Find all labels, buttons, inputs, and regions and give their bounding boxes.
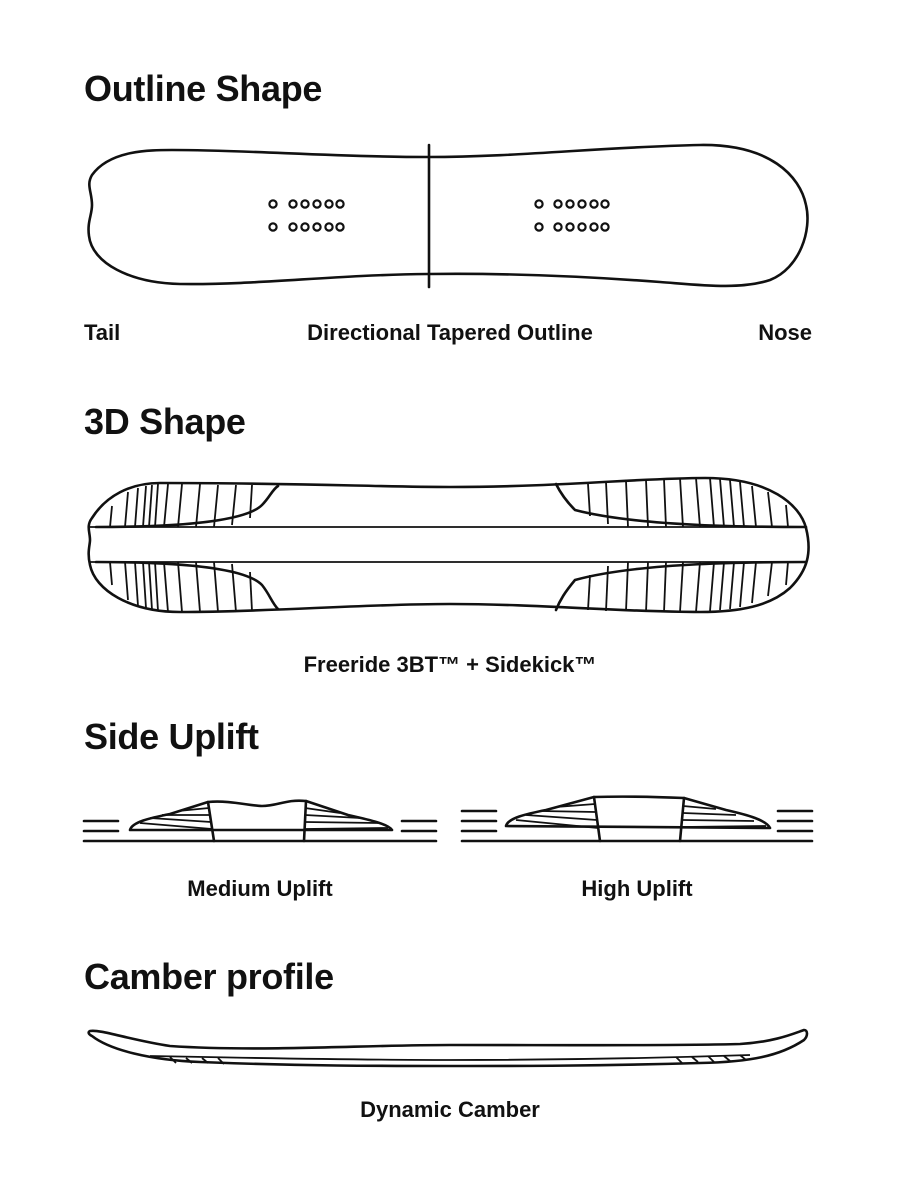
camber-diagram [89,1030,807,1066]
medium-uplift-caption: Medium Uplift [187,876,333,901]
tail-inserts [269,200,343,230]
outline-diagram [89,145,808,287]
high-uplift-caption: High Uplift [581,876,693,901]
3d-shape-diagram [89,478,809,612]
side-uplift-title: Side Uplift [84,716,259,757]
high-uplift-diagram [462,797,812,841]
outline-type-label: Directional Tapered Outline [307,320,593,345]
camber-profile-title: Camber profile [84,956,334,997]
nose-label: Nose [758,320,812,345]
outline-shape-title: Outline Shape [84,68,323,109]
camber-caption: Dynamic Camber [360,1097,540,1122]
nose-inserts [535,200,608,230]
medium-uplift-diagram [84,801,436,841]
3d-shape-title: 3D Shape [84,401,246,442]
3d-shape-caption: Freeride 3BT™ + Sidekick™ [303,652,597,677]
tail-label: Tail [84,320,121,345]
